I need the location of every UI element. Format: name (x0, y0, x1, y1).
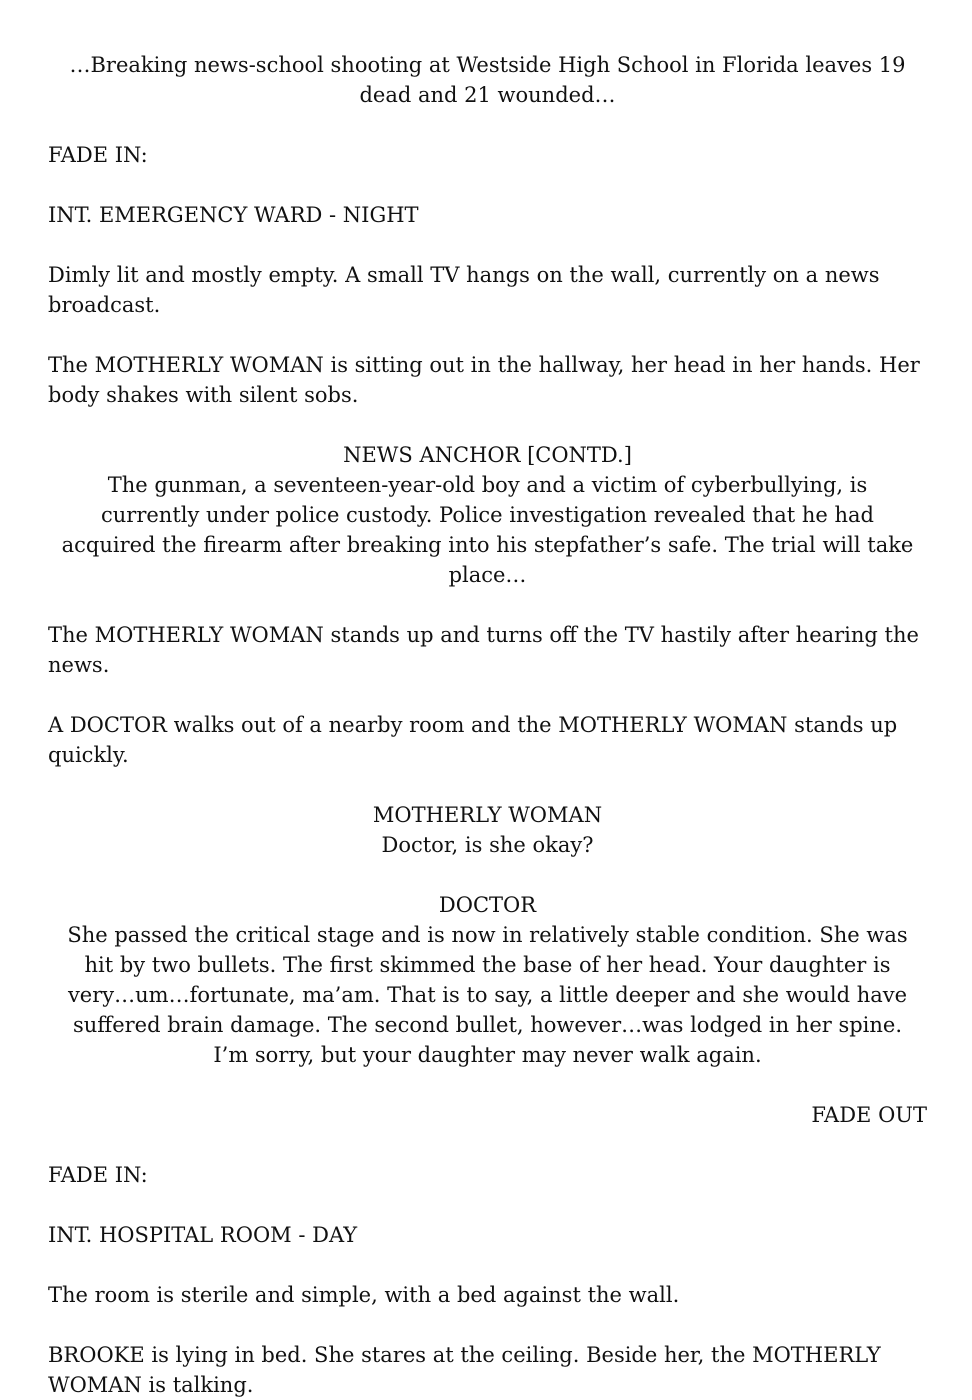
action-line: The room is sterile and simple, with a bed against the wall. (48, 1283, 680, 1307)
action-line: The MOTHERLY WOMAN is sitting out in the hallway, her head in her hands. Her body shakes with silent sobs. (48, 353, 920, 407)
scene-heading: INT. HOSPITAL ROOM - DAY (48, 1223, 358, 1247)
transition-fade-out: FADE OUT (811, 1103, 927, 1127)
scene-heading: INT. EMERGENCY WARD - NIGHT (48, 203, 419, 227)
dialogue: She passed the critical stage and is now in relatively stable condition. She was hit by two bullets. The first skimmed the base of her head. Your daughter is very…um…fortunate, ma’am. That is to say, a little deeper and she would have suffered brain damage. The second bullet, however…was lodged in her spine. I’m sorry, but your daughter may never walk again. (67, 923, 908, 1067)
character-name: DOCTOR (438, 893, 537, 917)
dialogue: Doctor, is she okay? (381, 833, 594, 857)
action-line: BROOKE is lying in bed. She stares at the ceiling. Beside her, the MOTHERLY WOMAN is talking. (48, 1343, 881, 1397)
transition-fade-in: FADE IN: (48, 1163, 148, 1187)
action-line: The MOTHERLY WOMAN stands up and turns off the TV hastily after hearing the news. (48, 623, 919, 677)
action-line: Dimly lit and mostly empty. A small TV hangs on the wall, currently on a news broadcast. (48, 263, 880, 317)
character-name: NEWS ANCHOR [CONTD.] (343, 443, 632, 467)
character-name: MOTHERLY WOMAN (372, 803, 603, 827)
transition-fade-in: FADE IN: (48, 143, 148, 167)
breaking-news-headline: …Breaking news-school shooting at Westside High School in Florida leaves 19 dead and 21 wounded… (69, 53, 906, 107)
action-line: A DOCTOR walks out of a nearby room and the MOTHERLY WOMAN stands up quickly. (48, 713, 898, 767)
dialogue: The gunman, a seventeen-year-old boy and a victim of cyberbullying, is currently under police custody. Police investigation revealed that he had acquired the firearm after breaking into his stepfather’s safe. The trial will take place… (61, 473, 914, 587)
